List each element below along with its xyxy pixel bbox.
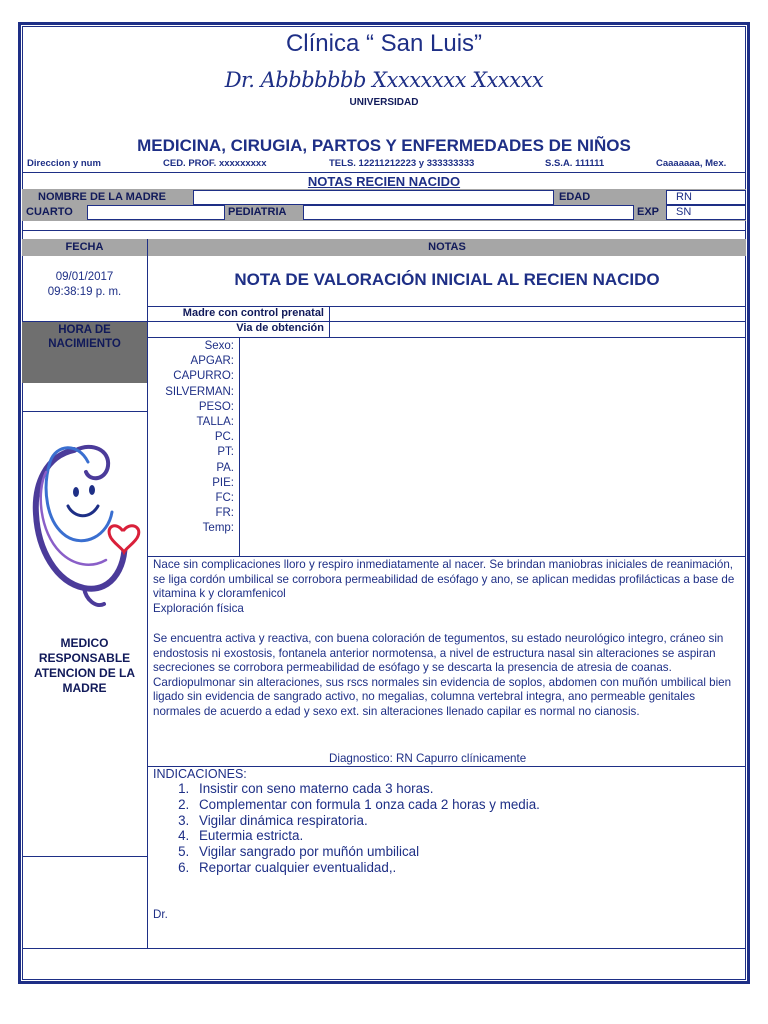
city: Caaaaaaa, Mex. — [656, 158, 727, 169]
birth-hour-label: HORA DE NACIMIENTO — [48, 324, 121, 350]
exp-label: EXP — [637, 206, 660, 218]
address: Direccion y num — [27, 158, 101, 169]
indication-item: 6. Reportar cualquier eventualidad,. — [193, 860, 753, 876]
pediatrics-input[interactable] — [303, 205, 634, 220]
indication-item: 5. Vigilar sangrado por muñón umbilical — [193, 844, 753, 860]
vital-peso: PESO: — [198, 400, 234, 413]
indications-list — [153, 781, 753, 876]
table-bottom — [22, 948, 746, 949]
age-label: EDAD — [559, 191, 591, 203]
exam-label: Exploración física — [153, 602, 244, 615]
column-divider — [147, 239, 148, 949]
form-title: NOTAS RECIEN NACIDO — [307, 174, 461, 189]
room-label: CUARTO — [26, 206, 73, 218]
professional-id: CED. PROF. xxxxxxxxx — [163, 158, 267, 169]
indication-item: 3. Vigilar dinámica respiratoria. — [193, 813, 753, 829]
clinic-name: Clínica “ San Luis” — [285, 30, 483, 57]
doctor-name: Dr. Abbbbbbb Xxxxxxxx Xxxxxx — [224, 68, 544, 92]
diagnosis: Diagnostico: RN Capurro clínicamente — [329, 752, 527, 765]
vital-fr: FR: — [215, 507, 234, 520]
room-input[interactable] — [87, 205, 225, 220]
indication-item: 1. Insistir con seno materno cada 3 horas. — [193, 781, 753, 797]
vitals-list — [150, 339, 234, 537]
vitals-divider — [239, 337, 240, 556]
specialty: MEDICINA, CIRUGIA, PARTOS Y ENFERMEDADES DE NIÑOS — [137, 136, 631, 155]
note-paragraph-2: Se encuentra activa y reactiva, con buena coloración de tegumentos, su estado neurológico integro, cráneo sin endostosis ni exostosis, fontanela anterior normotensa, a nivel de estructura nasal sin alteraciones se aspiran secreciones se corrobora permeabilidad de esófago y se descarta la presencia de atresia de coanas. Cardiopulmonar sin alteraciones, sus rscs normales sin evidencia de soplos, abdomen con muñón umbilical bien ligado sin evidencia de sangrado activo, no megalias, columna vertebral integra, ano permeable genitales normales de acuerdo a edad y sexo ext. sin alteraciones llenado capilar es normal no cianosis. — [153, 632, 732, 718]
indication-item: 2. Complementar con formula 1 onza cada 2 horas y media. — [193, 797, 753, 813]
vital-pc: PC. — [214, 431, 234, 444]
notes-column-header: NOTAS — [428, 241, 466, 253]
phones: TELS. 12211212223 y 333333333 — [329, 158, 475, 169]
note-date: 09/01/2017 — [55, 271, 114, 283]
spacer-line — [22, 230, 746, 231]
vital-pt: PT: — [217, 446, 234, 459]
prenatal-label: Madre con control prenatal — [182, 307, 324, 319]
age-value[interactable]: RN — [666, 190, 746, 205]
signature: Dr. — [153, 908, 168, 921]
note-paragraph-1: Nace sin complicaciones lloro y respiro inmediatamente al nacer. Se brindan maniobras iniciales de reanimación, se liga cordón umbilical se corrobora permeabilidad de esófago y ano, se aplican medidas profilácticas a base de vitamina k y cloramfenicol — [153, 558, 735, 601]
birth-hour-value-bottom — [22, 411, 147, 412]
vital-silverman: SILVERMAN: — [165, 385, 234, 398]
vitals-bottom — [148, 556, 746, 557]
note-heading: NOTA DE VALORACIÓN INICIAL AL RECIEN NACIDO — [234, 270, 660, 289]
ssa-number: S.S.A. 111111 — [545, 158, 605, 169]
indication-item: 4. Eutermia estricta. — [193, 828, 753, 844]
date-column-header: FECHA — [65, 241, 104, 253]
vital-sexo: Sexo: — [204, 340, 234, 352]
vital-pie: PIE: — [212, 476, 234, 489]
delivery-label: Via de obtención — [236, 322, 324, 334]
baby-stethoscope-logo-icon — [26, 432, 144, 612]
delivery-row-bottom — [148, 337, 746, 338]
vital-temp: Temp: — [202, 522, 234, 535]
vital-talla: TALLA: — [196, 416, 234, 429]
vital-capurro: CAPURRO: — [173, 370, 234, 383]
pediatrics-label: PEDIATRIA — [228, 206, 287, 218]
note-time: 09:38:19 p. m. — [47, 286, 122, 298]
vital-fc: FC: — [215, 492, 234, 505]
vital-pa: PA. — [216, 461, 234, 474]
exp-value[interactable]: SN — [666, 205, 746, 220]
indications-label: INDICACIONES: — [153, 767, 247, 781]
responsible-doctor-label: MEDICO RESPONSABLE ATENCION DE LA MADRE — [33, 636, 136, 695]
doctor-cell-bottom — [22, 856, 147, 857]
mother-name-input[interactable] — [193, 190, 554, 205]
university: UNIVERSIDAD — [349, 97, 419, 108]
vital-apgar: APGAR: — [190, 355, 234, 368]
mother-name-label: NOMBRE DE LA MADRE — [38, 191, 166, 203]
